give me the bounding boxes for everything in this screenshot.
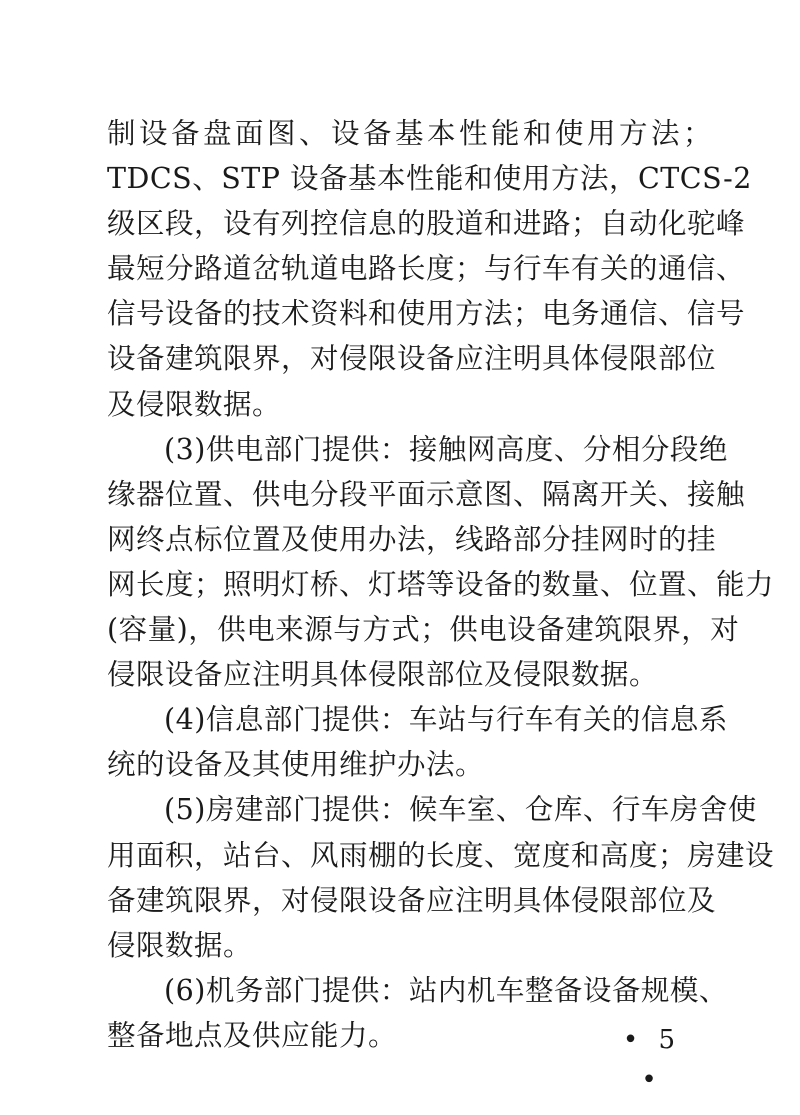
text-line: 用面积，站台、风雨棚的长度、宽度和高度；房建设 (107, 838, 775, 872)
text-line: 备建筑限界，对侵限设备应注明具体侵限部位及 (107, 883, 717, 917)
paragraph-start-line: (6)机务部门提供：站内机车整备设备规模、 (164, 973, 728, 1007)
paragraph-start-line: (3)供电部门提供：接触网高度、分相分段绝 (164, 432, 728, 466)
text-line: 设备建筑限界，对侵限设备应注明具体侵限部位 (107, 342, 717, 376)
document-body (107, 111, 775, 1095)
text-line: 侵限设备应注明具体侵限部位及侵限数据。 (107, 658, 659, 692)
text-line: (容量)，供电来源与方式；供电设备建筑限界，对 (107, 613, 740, 647)
text-line: 统的设备及其使用维护办法。 (107, 748, 485, 782)
text-line: 及侵限数据。 (107, 387, 282, 421)
text-line: 整备地点及供应能力。 (107, 1018, 398, 1052)
text-line: 制设备盘面图、设备基本性能和使用方法； (107, 117, 712, 150)
text-line: 最短分路道岔轨道电路长度；与行车有关的通信、 (107, 252, 746, 286)
text-line: TDCS、STP 设备基本性能和使用方法，CTCS-2 (107, 162, 752, 196)
text-line: 网终点标位置及使用办法，线路部分挂网时的挂 (107, 522, 717, 556)
text-line: 侵限数据。 (107, 928, 253, 962)
paragraph-start-line: (5)房建部门提供：候车室、仓库、行车房舍使 (164, 793, 757, 827)
page-number: • 5 • (622, 1025, 682, 1095)
text-line: 信号设备的技术资料和使用方法；电务通信、信号 (107, 297, 746, 331)
paragraph-start-line: (4)信息部门提供：车站与行车有关的信息系 (164, 703, 728, 737)
text-line: 网长度；照明灯桥、灯塔等设备的数量、位置、能力 (107, 567, 775, 601)
text-line: 级区段，设有列控信息的股道和进路；自动化驼峰 (107, 207, 746, 241)
text-line: 缘器位置、供电分段平面示意图、隔离开关、接触 (107, 477, 746, 511)
